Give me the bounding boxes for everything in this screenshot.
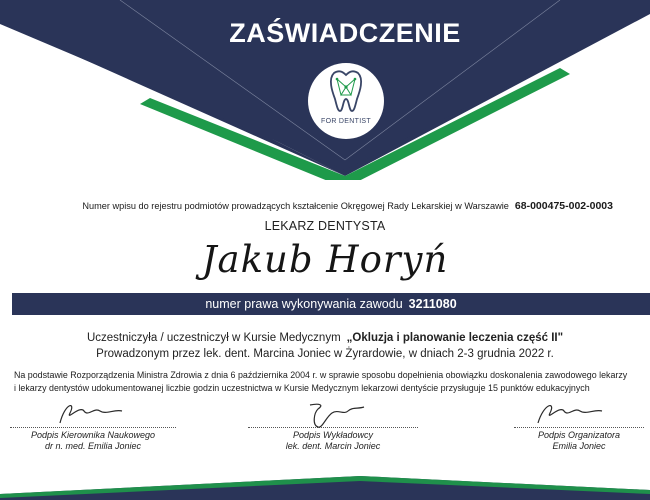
signature-label: Podpis Wykładowcy <box>292 430 374 440</box>
signature-line <box>248 405 418 428</box>
logo <box>308 63 384 139</box>
license-bar <box>12 293 650 315</box>
signature-block-scientific-head <box>10 405 176 452</box>
signature-block-organizer <box>514 405 644 452</box>
legal-line-2: i lekarzy dentystów udokumentowanej liczbie godzin uczestnictwa w Kursie Medycznym lekarzowi dentyście przysługuje 15 punktów edukacyjnych <box>14 383 590 393</box>
footer-band <box>0 470 650 500</box>
handwritten-signature <box>10 399 176 429</box>
course-prefix: Uczestniczyła / uczestniczył w Kursie Medycznym <box>86 332 341 344</box>
signature-line <box>514 405 644 428</box>
handwritten-signature <box>248 399 418 429</box>
signature-line <box>10 405 176 428</box>
course-line-1 <box>0 332 650 344</box>
tooth-icon <box>328 69 364 113</box>
signature-person: Emilia Joniec <box>552 441 606 451</box>
signature-person: dr n. med. Emilia Joniec <box>44 441 142 451</box>
license-label: numer prawa wykonywania zawodu <box>205 297 403 311</box>
legal-text <box>14 369 650 395</box>
signature-label: Podpis Organizatora <box>537 430 621 440</box>
course-name: „Okluzja i planowanie leczenia część II" <box>346 332 564 344</box>
registry-line <box>0 200 650 212</box>
license-number: 3211080 <box>408 297 457 311</box>
handwritten-signature <box>514 399 644 429</box>
signature-label: Podpis Kierownika Naukowego <box>30 430 156 440</box>
signature-person: lek. dent. Marcin Joniec <box>285 441 381 451</box>
signature-block-lecturer <box>248 405 418 452</box>
registry-text: Numer wpisu do rejestru podmiotów prowadzących kształcenie Okręgowej Rady Lekarskiej w Warszawie <box>82 201 509 211</box>
registry-number: 68-000475-002-0003 <box>514 200 613 212</box>
course-line-2: Prowadzonym przez lek. dent. Marcina Joniec w Żyrardowie, w dniach 2-3 grudnia 2022 r. <box>96 348 554 360</box>
recipient-name: Jakub Horyń <box>201 238 449 281</box>
certificate-title: ZAŚWIADCZENIE <box>229 18 461 48</box>
logo-text: FOR DENTIST <box>321 118 371 125</box>
profession: LEKARZ DENTYSTA <box>264 219 386 233</box>
legal-line-1: Na podstawie Rozporządzenia Ministra Zdrowia z dnia 6 października 2004 r. w sprawie sposobu dopełnienia obowiązku doskonalenia zawodowego lekarzy <box>14 370 628 380</box>
